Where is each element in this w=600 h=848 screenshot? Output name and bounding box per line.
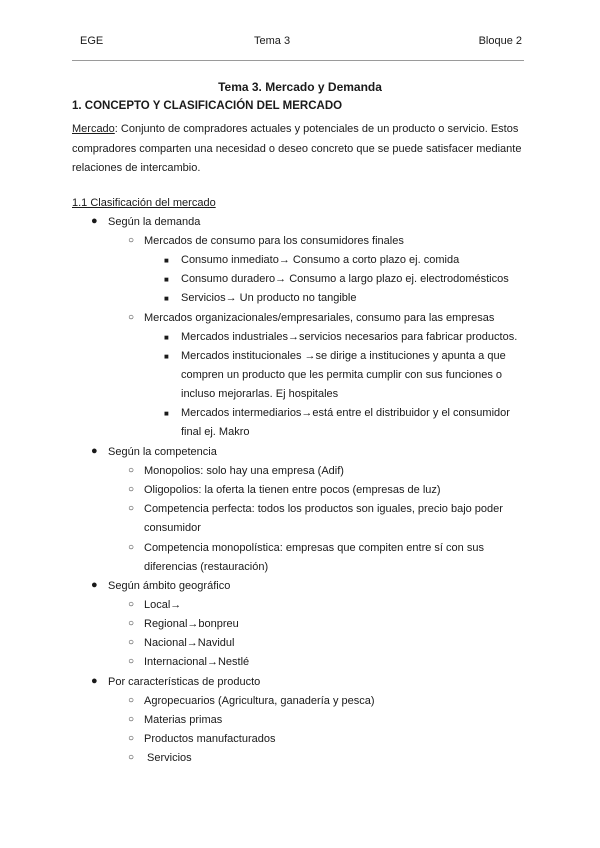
- list-item-institucionales-cont: compren un producto que les permita cumplir con sus funciones o: [181, 369, 503, 381]
- bullet-level2: ○: [128, 503, 135, 514]
- header-topic: Tema 3: [254, 35, 291, 47]
- definition-term: Mercado: [72, 123, 115, 135]
- page-header: [72, 35, 528, 51]
- header-subject: EGE: [80, 35, 104, 47]
- list-item-caracteristicas: Por características de producto: [108, 676, 261, 688]
- list-item-demanda: Según la demanda: [108, 216, 201, 228]
- list-item-regional: Regional→bonpreu: [144, 618, 239, 630]
- list-item-consumo-duradero: Consumo duradero→ Consumo a largo plazo ej. electrodomésticos: [181, 273, 509, 285]
- bullet-level2: ○: [128, 637, 135, 648]
- list-item-competencia: Según la competencia: [108, 446, 217, 458]
- bullet-level2: ○: [128, 599, 135, 610]
- subsection-heading: 1.1 Clasificación del mercado: [72, 197, 216, 209]
- bullet-level3: ■: [164, 352, 169, 361]
- list-item-agropecuarios: Agropecuarios (Agricultura, ganadería y pesca): [144, 695, 375, 707]
- list-item-monopolios: Monopolios: solo hay una empresa (Adif): [144, 465, 344, 477]
- list-item-competencia-monopolistica: Competencia monopolística: empresas que compiten entre sí con sus: [144, 542, 484, 554]
- definition-paragraph: [72, 120, 532, 179]
- list-item-consumo: Mercados de consumo para los consumidores finales: [144, 235, 404, 247]
- list-item-competencia-monopolistica-cont: diferencias (restauración): [144, 561, 269, 573]
- list-item-oligopolios: Oligopolios: la oferta la tienen entre pocos (empresas de luz): [144, 484, 441, 496]
- bullet-level3: ■: [164, 294, 169, 303]
- bullet-level2: ○: [128, 733, 135, 744]
- bullet-level2: ○: [128, 656, 135, 667]
- bullet-level2: ○: [128, 542, 135, 553]
- list-item-intermediarios: Mercados intermediarios→está entre el distribuidor y el consumidor: [181, 407, 510, 419]
- list-item-materias-primas: Materias primas: [144, 714, 223, 726]
- bullet-level2: ○: [128, 695, 135, 706]
- bullet-level2: ○: [128, 235, 135, 246]
- bullet-level3: ■: [164, 409, 169, 418]
- bullet-level2: ○: [128, 618, 135, 629]
- section-heading: 1. CONCEPTO Y CLASIFICACIÓN DEL MERCADO: [72, 100, 343, 112]
- list-item-intermediarios-cont: final ej. Makro: [181, 426, 250, 438]
- bullet-level3: ■: [164, 275, 169, 284]
- list-item-servicios-consumo: Servicios→ Un producto no tangible: [181, 292, 357, 304]
- bullet-level2: ○: [128, 465, 135, 476]
- bullet-level1: ●: [91, 215, 98, 227]
- document-title: Tema 3. Mercado y Demanda: [218, 80, 382, 94]
- header-divider: [72, 60, 524, 61]
- definition-text: : Conjunto de compradores actuales y potenciales de un producto o servicio. Estos compradores comparten una necesidad o deseo concreto que se puede satisfacer mediante relaciones de intercambio.: [72, 123, 522, 174]
- bullet-level2: ○: [128, 312, 135, 323]
- bullet-level2: ○: [128, 484, 135, 495]
- list-item-competencia-perfecta-cont: consumidor: [144, 522, 201, 534]
- list-item-local: Local→: [144, 599, 182, 611]
- bullet-level2: ○: [128, 714, 135, 725]
- bullet-level1: ●: [91, 675, 98, 687]
- list-item-nacional: Nacional→Navidul: [144, 637, 235, 649]
- list-item-institucionales: Mercados institucionales →se dirige a instituciones y apunta a que: [181, 350, 506, 362]
- list-item-industriales: Mercados industriales→servicios necesarios para fabricar productos.: [181, 331, 518, 343]
- bullet-level3: ■: [164, 333, 169, 342]
- list-item-manufacturados: Productos manufacturados: [144, 733, 276, 745]
- list-item-institucionales-cont: incluso mejorarlas. Ej hospitales: [181, 388, 339, 400]
- bullet-level3: ■: [164, 256, 169, 265]
- list-item-geografico: Según ámbito geográfico: [108, 580, 231, 592]
- bullet-level2: ○: [128, 752, 135, 763]
- bullet-level1: ●: [91, 445, 98, 457]
- list-item-competencia-perfecta: Competencia perfecta: todos los productos son iguales, precio bajo poder: [144, 503, 503, 515]
- list-item-organizacionales: Mercados organizacionales/empresariales, consumo para las empresas: [144, 312, 495, 324]
- list-item-consumo-inmediato: Consumo inmediato→ Consumo a corto plazo ej. comida: [181, 254, 460, 266]
- list-item-servicios: Servicios: [144, 752, 192, 764]
- list-item-internacional: Internacional→Nestlé: [144, 656, 250, 668]
- bullet-level1: ●: [91, 579, 98, 591]
- header-block: Bloque 2: [478, 35, 522, 47]
